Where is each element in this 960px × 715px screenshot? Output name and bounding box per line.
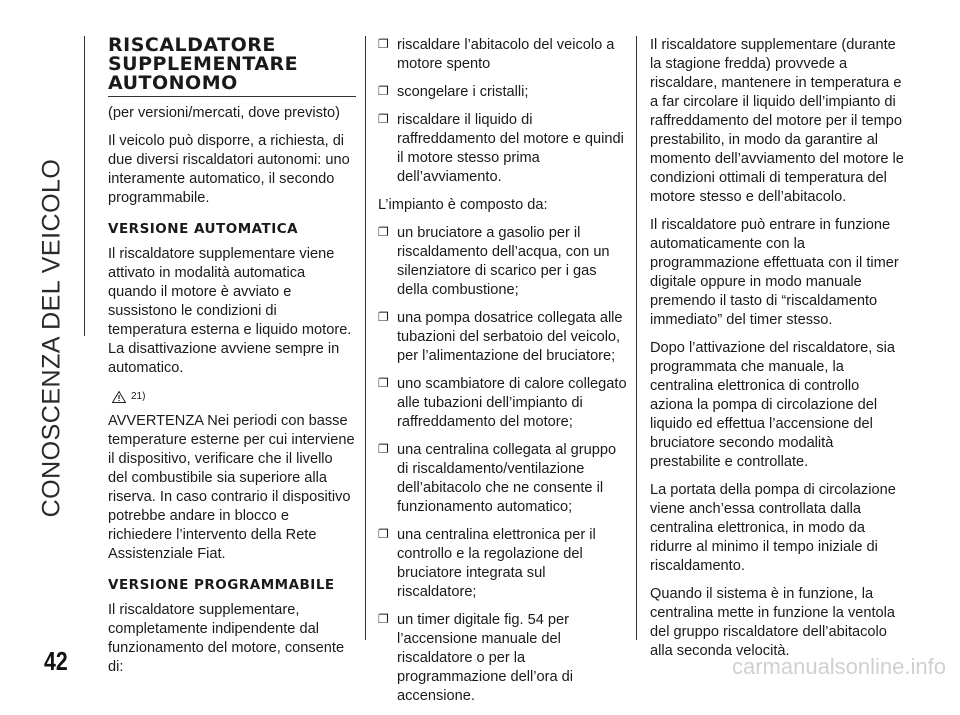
section-heading: RISCALDATORE SUPPLEMENTARE AUTONOMO [108,34,299,94]
list-item: ❐ un bruciatore a gasolio per il riscaldamento dell’acqua, con un silenziatore di scarico per i gas della combustione; [378,225,610,298]
column-2 [378,36,628,715]
composition-intro: L’impianto è composto da: [378,197,548,213]
checkbox-bullet-icon: ❐ [378,376,389,390]
checkbox-bullet-icon: ❐ [378,225,389,239]
sidebar-divider [84,36,85,336]
checkbox-bullet-icon: ❐ [378,310,389,324]
page-number: 42 [44,646,68,676]
programmable-version-text: Il riscaldatore supplementare, completamente indipendente dal funzionamento del motore, consente di: [108,602,345,675]
column-divider-1 [365,36,366,640]
checkbox-bullet-icon: ❐ [378,37,389,51]
programmable-version-heading: VERSIONE PROGRAMMABILE [108,577,335,593]
automatic-version-text: Il riscaldatore supplementare viene attivato in modalità automatica quando il motore è avviato e sussistono le condizioni di temperatura esterna e liquido motore. La disattivazione avviene sempre in automatico. [108,246,352,376]
checkbox-bullet-icon: ❐ [378,527,389,541]
checkbox-bullet-icon: ❐ [378,84,389,98]
list-item: ❐ scongelare i cristalli; [378,84,529,100]
intro-note: (per versioni/mercati, dove previsto) [108,105,340,121]
list-item: ❐ riscaldare l’abitacolo del veicolo a motore spento [378,37,615,72]
list-item: ❐ una pompa dosatrice collegata alle tubazioni del serbatoio del veicolo, per l’alimentazione del bruciatore; [378,310,623,364]
list-item: ❐ uno scambiatore di calore collegato alle tubazioni dell’impianto di raffreddamento del motore; [378,376,627,430]
column-3 [650,36,906,670]
warning-reference [112,387,356,406]
paragraph: La portata della pompa di circolazione viene anch’essa controllata dalla centralina elettronica, in modo da ridurre al minimo il tempo iniziale di riscaldamento. [650,482,896,574]
section-title-vertical: CONOSCENZA DEL VEICOLO [37,158,66,518]
column-divider-2 [636,36,637,640]
functions-list [378,36,628,187]
list-item: ❐ una centralina collegata al gruppo di riscaldamento/ventilazione dell’abitacolo che ne consente il funzionamento automatico; [378,442,617,515]
list-item: ❐ un timer digitale fig. 54 per l’accensione manuale del riscaldatore o per la programmazione dell’ora di accensione. [378,612,574,704]
components-list [378,224,628,706]
checkbox-bullet-icon: ❐ [378,112,389,126]
automatic-version-heading: VERSIONE AUTOMATICA [108,221,299,237]
warning-reference-number: 21) [131,391,146,402]
heading-underline [108,96,356,97]
column-1 [108,36,356,686]
paragraph: Il riscaldatore supplementare (durante la stagione fredda) provvede a riscaldare, mantenere in temperatura e a far circolare il liquido dell’impianto di raffreddamento del motore per il tempo prestabilito, in modo da garantire al momento dell’avviamento del motore le condizioni ottimali di temperatura del motore stesso e dell’abitacolo. [650,37,904,205]
paragraph: Il riscaldatore può entrare in funzione automaticamente con la programmazione effettuata con il timer digitale oppure in modo manuale premendo il tasto di “riscaldamento immediato” del timer stesso. [650,217,899,328]
checkbox-bullet-icon: ❐ [378,612,389,626]
checkbox-bullet-icon: ❐ [378,442,389,456]
warning-text: AVVERTENZA Nei periodi con basse temperature esterne per cui interviene il dispositivo, verificare che il livello del combustibile sia superiore alla riserva. In caso contrario il dispositivo potrebbe andare in blocco e richiedere l’intervento della Rete Assistenziale Fiat. [108,413,355,562]
paragraph: Quando il sistema è in funzione, la centralina mette in funzione la ventola del gruppo riscaldatore dell’abitacolo alla seconda velocità. [650,586,896,659]
paragraph: Dopo l’attivazione del riscaldatore, sia programmata che manuale, la centralina elettronica di controllo aziona la pompa di circolazione del liquido ed effettua l’accensione del bruciatore secondo modalità prestabilite e controllate. [650,340,895,470]
watermark: carmanualsonline.info [731,654,946,679]
intro-text: Il veicolo può disporre, a richiesta, di due diversi riscaldatori autonomi: uno interamente automatico, il secondo programmabile. [108,133,350,206]
list-item: ❐ riscaldare il liquido di raffreddamento del motore e quindi il motore stesso prima dell’avviamento. [378,112,624,185]
list-item: ❐ una centralina elettronica per il controllo e la regolazione del bruciatore integrata sul riscaldatore; [378,527,596,600]
warning-triangle-icon [112,391,126,403]
